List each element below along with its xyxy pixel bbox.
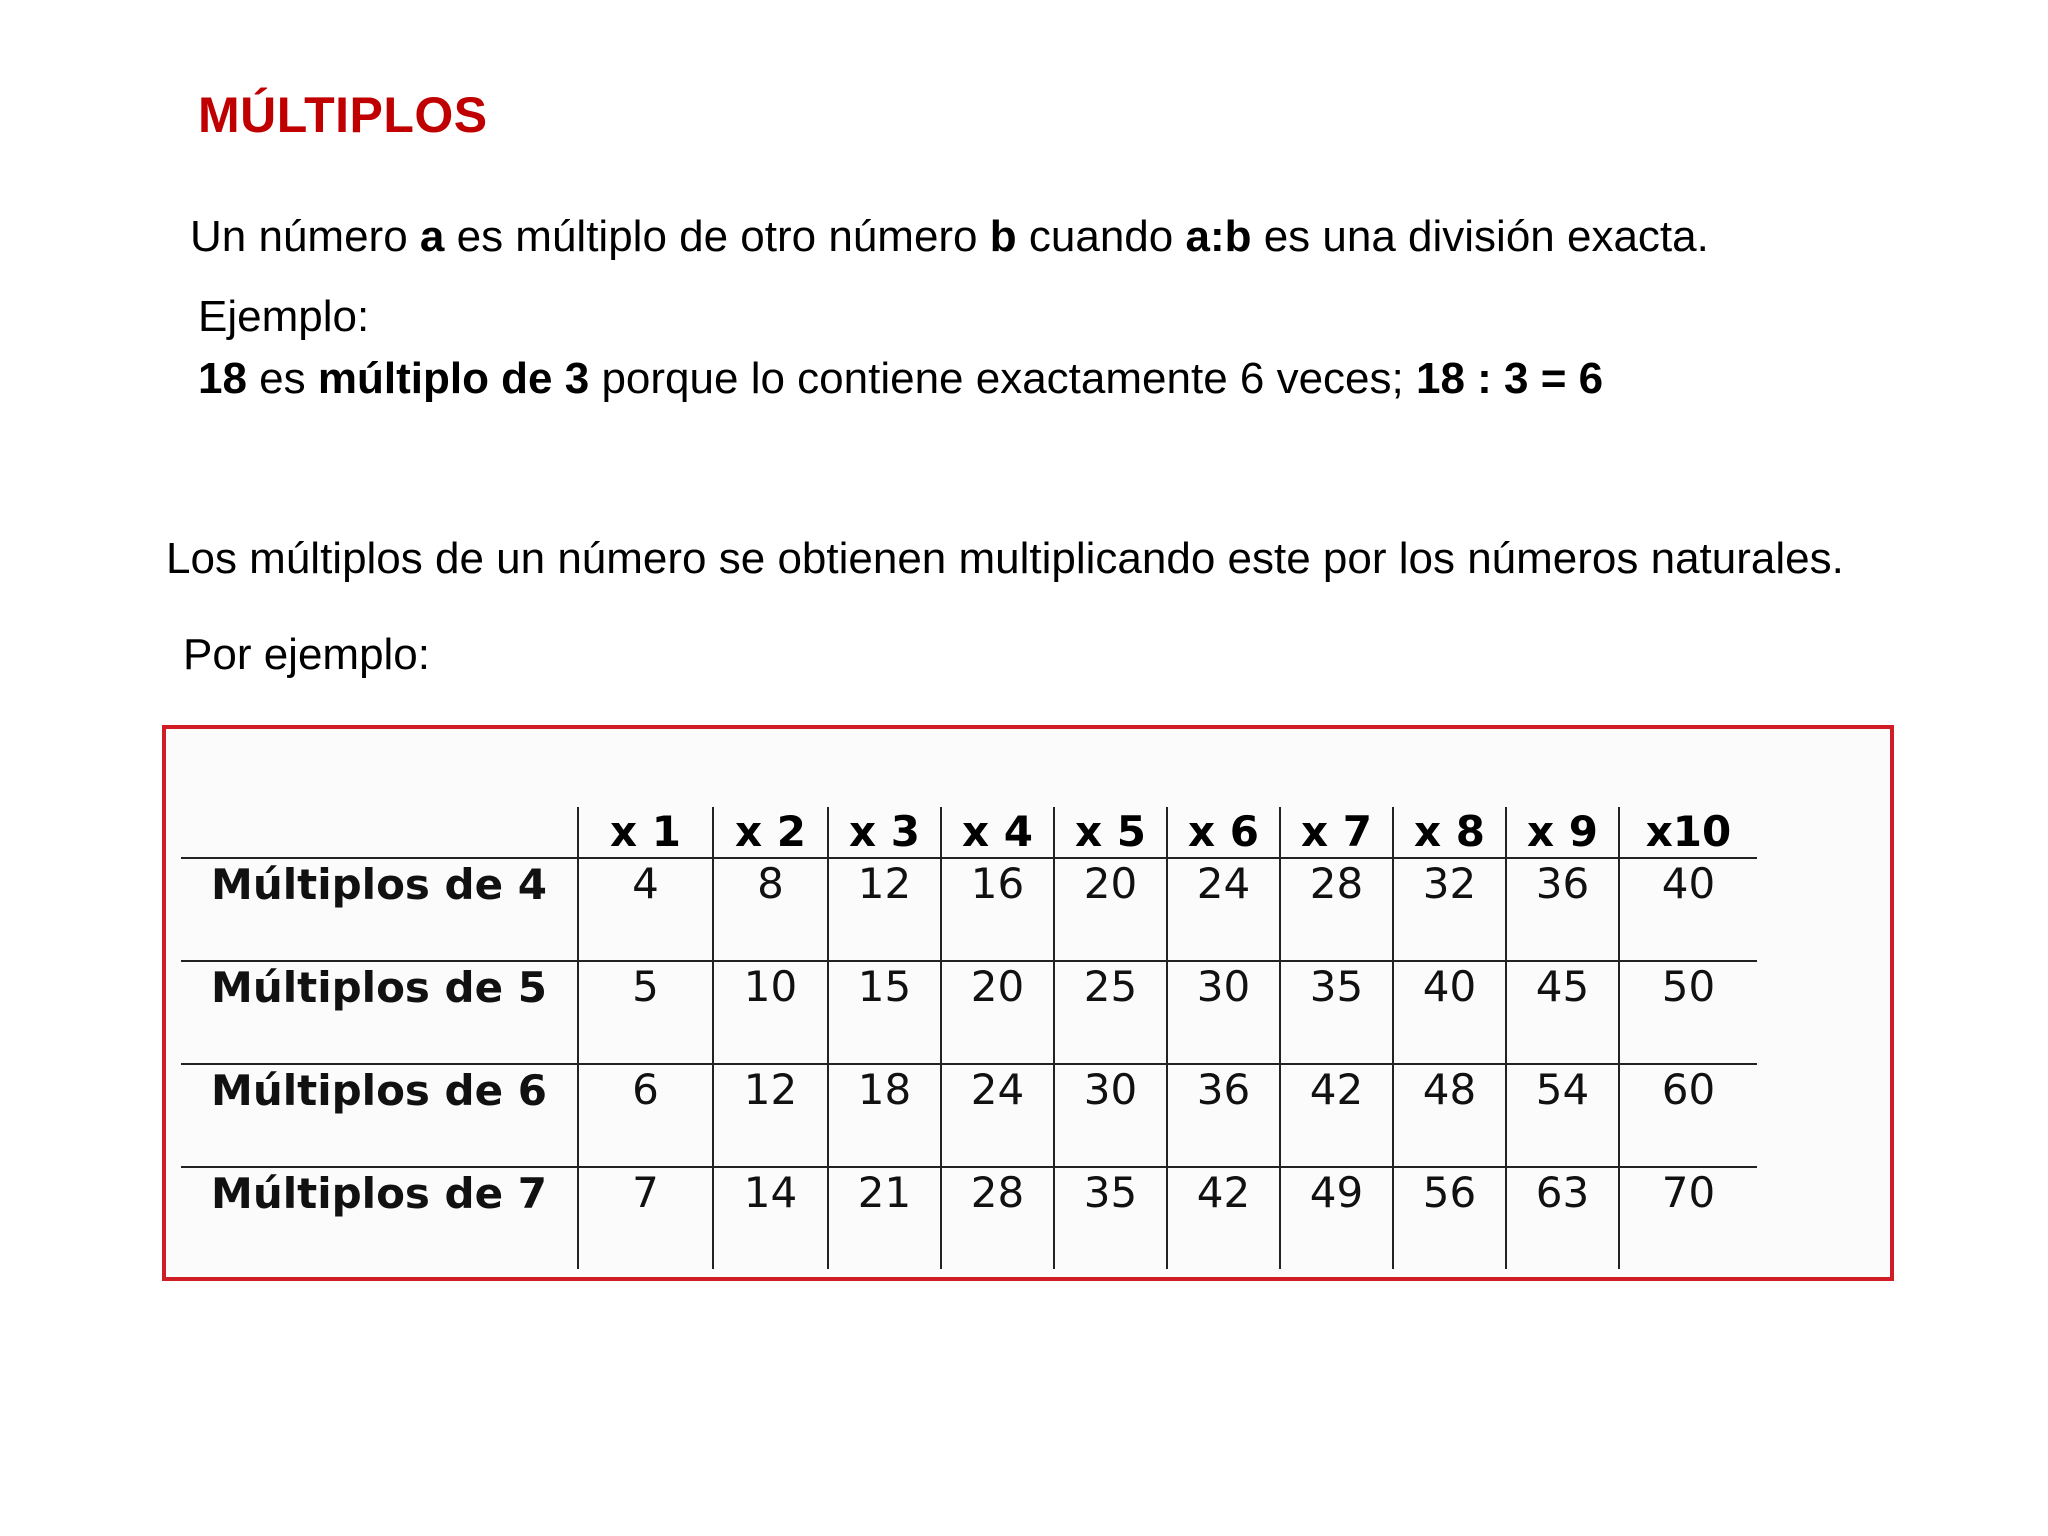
term-b: b <box>989 212 1017 261</box>
table-cell: 12 <box>828 858 941 961</box>
table-cell: 36 <box>1167 1064 1280 1167</box>
table-cell: 6 <box>578 1064 713 1167</box>
table-frame <box>162 725 1894 1281</box>
table-header-row <box>181 807 1757 858</box>
term-a: a <box>419 212 445 261</box>
row-label: Múltiplos de 7 <box>211 1169 547 1218</box>
column-header: x10 <box>1619 807 1757 858</box>
table-cell: 24 <box>941 1064 1054 1167</box>
table-row <box>181 961 1757 1064</box>
table-cell: 30 <box>1167 961 1280 1064</box>
definition-part: cuando <box>1016 212 1186 261</box>
term-ab: a:b <box>1185 212 1252 261</box>
table-cell: 40 <box>1619 858 1757 961</box>
table-cell: 40 <box>1393 961 1506 1064</box>
table-cell: 24 <box>1167 858 1280 961</box>
example-part: porque lo contiene exactamente 6 veces; <box>589 354 1416 403</box>
column-header: x 1 <box>578 807 713 858</box>
table-cell: 10 <box>713 961 828 1064</box>
table-cell: 45 <box>1506 961 1619 1064</box>
table-cell: 12 <box>713 1064 828 1167</box>
table-cell: 60 <box>1619 1064 1757 1167</box>
table-cell: 35 <box>1054 1167 1167 1269</box>
table-cell: 25 <box>1054 961 1167 1064</box>
table-cell: 20 <box>941 961 1054 1064</box>
table-cell: 21 <box>828 1167 941 1269</box>
table-cell: 14 <box>713 1167 828 1269</box>
table-cell: 42 <box>1167 1167 1280 1269</box>
example-number: 18 <box>198 354 247 403</box>
table-cell: 28 <box>941 1167 1054 1269</box>
table-body <box>181 858 1757 1269</box>
table-cell: 20 <box>1054 858 1167 961</box>
page-title: MÚLTIPLOS <box>198 87 488 143</box>
definition-text <box>190 212 1709 262</box>
table-cell: 42 <box>1280 1064 1393 1167</box>
multiples-table <box>181 807 1757 1269</box>
table-cell: 16 <box>941 858 1054 961</box>
por-ejemplo-label: Por ejemplo: <box>183 630 431 679</box>
example-part: es <box>246 354 318 403</box>
table-cell: 28 <box>1280 858 1393 961</box>
column-header: x 7 <box>1280 807 1393 858</box>
table-cell: 4 <box>578 858 713 961</box>
table-cell: 35 <box>1280 961 1393 1064</box>
column-header: x 8 <box>1393 807 1506 858</box>
table-cell: 8 <box>713 858 828 961</box>
header-corner <box>181 807 578 858</box>
table-cell: 18 <box>828 1064 941 1167</box>
column-header: x 9 <box>1506 807 1619 858</box>
table-cell: 54 <box>1506 1064 1619 1167</box>
column-header: x 3 <box>828 807 941 858</box>
table-cell: 49 <box>1280 1167 1393 1269</box>
table-cell: 48 <box>1393 1064 1506 1167</box>
table-cell: 5 <box>578 961 713 1064</box>
example-equation: 18 : 3 = 6 <box>1415 354 1604 403</box>
table-row <box>181 858 1757 961</box>
example-label: Ejemplo: <box>198 292 370 341</box>
column-header: x 2 <box>713 807 828 858</box>
table-cell: 36 <box>1506 858 1619 961</box>
table-cell: 7 <box>578 1167 713 1269</box>
column-header: x 5 <box>1054 807 1167 858</box>
row-label: Múltiplos de 4 <box>181 858 578 961</box>
table-row <box>181 1064 1757 1167</box>
table-cell: 63 <box>1506 1167 1619 1269</box>
table-row <box>181 1167 1757 1269</box>
example-multiplo: múltiplo de 3 <box>317 354 590 403</box>
definition-part: es múltiplo de otro número <box>444 212 990 261</box>
column-header: x 4 <box>941 807 1054 858</box>
row-label: Múltiplos de 6 <box>181 1064 578 1167</box>
table-cell: 50 <box>1619 961 1757 1064</box>
table-cell: 32 <box>1393 858 1506 961</box>
table-cell: 30 <box>1054 1064 1167 1167</box>
definition-part: Un número <box>190 212 420 261</box>
example-sentence <box>198 354 1603 404</box>
table-cell: 56 <box>1393 1167 1506 1269</box>
naturals-text: Los múltiplos de un número se obtienen multiplicando este por los números naturales. <box>166 534 1844 583</box>
column-header: x 6 <box>1167 807 1280 858</box>
definition-part: es una división exacta. <box>1251 212 1709 261</box>
table-cell: 15 <box>828 961 941 1064</box>
table-cell: 70 <box>1619 1167 1757 1269</box>
row-label: Múltiplos de 5 <box>181 961 578 1064</box>
